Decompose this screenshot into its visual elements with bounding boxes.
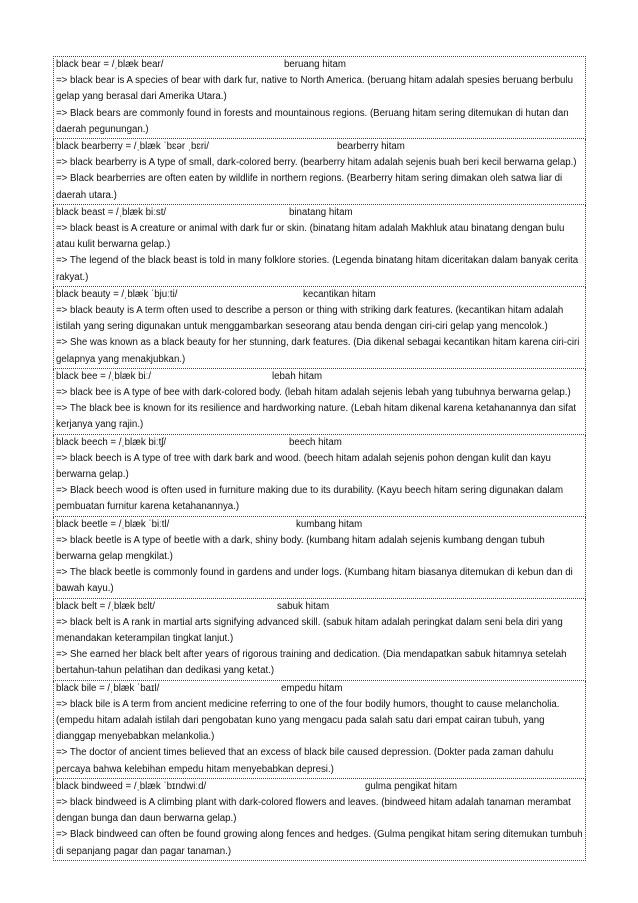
entry-head: [56, 779, 583, 795]
example: => The black beetle is commonly found in gardens and under logs. (Kumbang hitam biasanya ditemukan di kebun dan di bawah kayu.): [56, 567, 573, 595]
term-translation: bearberry hitam: [337, 141, 405, 152]
term-translation: beruang hitam: [284, 59, 346, 70]
definition: => black bile is A term from ancient medicine referring to one of the four bodily humors, thought to cause melancholia. (empedu hitam adalah istilah dari pengobatan kuno yang mengacu pada salah satu dari empat cairan tubuh, yang dianggap menyebabkan melankolia.): [56, 698, 560, 743]
entry-head: [56, 435, 583, 451]
example: => The doctor of ancient times believed that an excess of black bile caused depression. (Dokter pada zaman dahulu percaya bahwa kelebihan empedu hitam menyebabkan depresi.): [56, 747, 554, 775]
entry-black-bear: [53, 56, 586, 139]
definition: => black belt is A rank in martial arts signifying advanced skill. (sabuk hitam adalah peringkat dalam seni bela diri yang menandakan keterampilan tingkat lanjut.): [56, 616, 563, 644]
entry-head: [56, 139, 583, 155]
term-pronunciation: black beauty = /ˌblæk ˈbjuːti/: [56, 288, 178, 300]
definition: => black beauty is A term often used to describe a person or thing with striking dark features. (kecantikan hitam adalah istilah yang sering digunakan untuk menggambarkan seseorang atau benda dengan ciri-ciri gelap yang mencolok.): [56, 304, 564, 333]
dictionary-page: [53, 56, 586, 861]
entry-head: [56, 599, 583, 615]
entry-head: [56, 205, 583, 221]
example: => The black bee is known for its resilience and hardworking nature. (Lebah hitam dikenal karena ketahanannya dan sifat kerjanya yang rajin.): [56, 403, 577, 431]
definition: => black bearberry is A type of small, dark-colored berry. (bearberry hitam adalah sejenis buah beri kecil berwarna gelap.): [56, 157, 577, 169]
entry-black-beetle: [53, 517, 586, 599]
term-pronunciation: black belt = /ˌblæk bɛlt/: [56, 600, 155, 612]
term-pronunciation: black bearberry = /ˌblæk ˈbɛər ˌbɛri/: [56, 141, 209, 152]
term-translation: kecantikan hitam: [303, 288, 376, 300]
entry-head: [56, 517, 583, 533]
entry-black-beast: [53, 205, 586, 287]
entry-black-bearberry: [53, 139, 586, 205]
entry-black-belt: [53, 599, 586, 681]
term-pronunciation: black beech = /ˌblæk biːtʃ/: [56, 436, 167, 448]
term-translation: sabuk hitam: [277, 600, 330, 612]
term-translation: lebah hitam: [272, 370, 323, 382]
definition: => black beast is A creature or animal with dark fur or skin. (binatang hitam adalah Makhluk atau binatang dengan bulu atau kulit berwarna gelap.): [56, 222, 565, 251]
term-pronunciation: black bindweed = /ˌblæk ˈbɪndwiːd/: [56, 780, 207, 792]
entry-black-beauty: [53, 287, 586, 369]
entry-black-beech: [53, 435, 586, 517]
term-pronunciation: black beetle = /ˌblæk ˈbiːtl/: [56, 518, 170, 530]
example: => Black bearberries are often eaten by wildlife in northern regions. (Bearberry hitam sering dimakan oleh satwa liar di daerah utara.): [56, 173, 563, 201]
example: => She was known as a black beauty for her stunning, dark features. (Dia dikenal sebagai kecantikan hitam karena ciri-ciri gelapnya yang menakjubkan.): [56, 337, 580, 365]
example: => Black beech wood is often used in furniture making due to its durability. (Kayu beech hitam sering digunakan dalam pembuatan furnitur karena ketahanannya.): [56, 485, 564, 513]
example: => Black bears are commonly found in forests and mountainous regions. (Beruang hitam sering ditemukan di hutan dan daerah pegunungan.): [56, 107, 569, 135]
term-translation: beech hitam: [289, 436, 342, 448]
term-pronunciation: black bile = /ˌblæk ˈbaɪl/: [56, 682, 160, 694]
definition: => black bee is A type of bee with dark-colored body. (lebah hitam adalah sejenis lebah yang tubuhnya berwarna gelap.): [56, 386, 571, 398]
entry-head: [56, 369, 583, 385]
entry-head: [56, 57, 583, 73]
term-translation: gulma pengikat hitam: [365, 780, 458, 792]
entry-black-bile: [53, 681, 586, 779]
definition: => black beetle is A type of beetle with a dark, shiny body. (kumbang hitam adalah sejenis kumbang dengan tubuh berwarna gelap mengkilat.): [56, 534, 545, 562]
example: => She earned her black belt after years of rigorous training and dedication. (Dia mendapatkan sabuk hitamnya setelah bertahun-tahun pelatihan dan dedikasi yang ketat.): [56, 649, 567, 677]
example: => Black bindweed can often be found growing along fences and hedges. (Gulma pengikat hitam sering ditemukan tumbuh di sepanjang pagar dan pagar tanaman.): [56, 829, 583, 857]
term-translation: empedu hitam: [281, 682, 343, 694]
term-pronunciation: black bee = /ˌblæk biː/: [56, 370, 152, 382]
entry-black-bee: [53, 369, 586, 435]
term-pronunciation: black beast = /ˌblæk biːst/: [56, 206, 167, 218]
term-translation: binatang hitam: [289, 206, 353, 218]
definition: => black bindweed is A climbing plant with dark-colored flowers and leaves. (bindweed hitam adalah tanaman merambat dengan bunga dan daun berwarna gelap.): [56, 796, 571, 825]
term-pronunciation: black bear = /ˌblæk bear/: [56, 59, 164, 70]
definition: => black beech is A type of tree with dark bark and wood. (beech hitam adalah sejenis pohon dengan kulit dan kayu berwarna gelap.): [56, 452, 551, 480]
entry-black-bindweed: [53, 779, 586, 861]
entry-head: [56, 681, 583, 697]
entry-head: [56, 287, 583, 303]
term-translation: kumbang hitam: [296, 518, 363, 530]
example: => The legend of the black beast is told in many folklore stories. (Legenda binatang hitam diceritakan dalam banyak cerita rakyat.): [56, 255, 579, 283]
definition: => black bear is A species of bear with dark fur, native to North America. (beruang hitam adalah spesies beruang berbulu gelap yang berasal dari Amerika Utara.): [56, 75, 573, 103]
